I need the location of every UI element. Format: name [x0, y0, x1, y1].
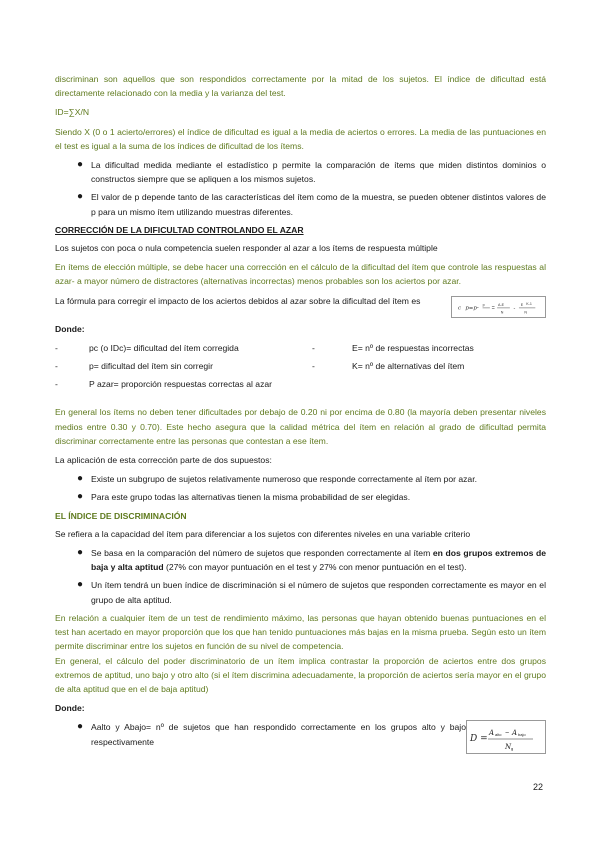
paragraph-formula-intro: La fórmula para corregir el impacto de los aciertos debidos al azar sobre la dificultad del ítem es: [55, 295, 421, 306]
svg-text:N: N: [505, 743, 512, 752]
section-heading-discriminacion: EL ÍNDICE DE DISCRIMINACIÓN: [55, 510, 187, 521]
def-dash: -: [55, 342, 58, 353]
definitions-grid: [55, 341, 546, 396]
formula-discrimination-svg: [467, 721, 547, 755]
paragraph-general-items: En general los ítems no deben tener dificultades por debajo de 0.20 ni por encima de 0.80 (la mayoría deben presentar niveles medios entre 0.30 y 0.70). Este hecho asegura que la calidad métrica del ítem en relación al grado de dificultad permita discriminar correctamente entre las personas que contestan a ese ítem.: [55, 407, 546, 446]
list-item: ● La dificultad medida mediante el estadístico p permite la comparación de ítems que miden distintos dominios o constructos siempre que se apliquen a los mismos sujetos.: [77, 159, 546, 185]
document-page: [55, 72, 546, 761]
svg-text:g: g: [511, 746, 514, 752]
bullet-icon: ●: [77, 721, 84, 733]
def-text: pc (o IDc)= dificultad del ítem corregida: [89, 342, 239, 353]
paragraph-aplicacion: La aplicación de esta corrección parte de dos supuestos:: [55, 455, 272, 466]
list-item: ● El valor de p depende tanto de las características del ítem como de la muestra, se pueden obtener distintos valores de p para un mismo ítem utilizando muestras diferentes.: [77, 191, 546, 217]
formula-discrimination-image: [466, 720, 546, 754]
list-item: ● Aalto y Abajo= nº de sujetos que han respondido correctamente en los grupos alto y bajo respectivamente: [77, 721, 466, 747]
bullet-icon: ●: [77, 547, 84, 559]
svg-text:alto: alto: [495, 732, 502, 738]
svg-text:K-1: K-1: [526, 301, 532, 306]
formula-correction-svg: [452, 297, 545, 317]
formula-id-text: ID=∑X/N: [55, 107, 90, 118]
paragraph-sujetos: Los sujetos con poca o nula competencia suelen responder al azar a los ítems de respuesta múltiple: [55, 243, 438, 254]
paragraph-eleccion-multiple: En ítems de elección múltiple, se debe hacer una corrección en el cálculo de la dificultad del ítem que controle las respuestas al azar- a mayor número de distractores (alternativas incorrectas) menos probables son los aciertos por azar.: [55, 262, 546, 287]
svg-text:=: =: [491, 305, 495, 312]
list-item: ● Para este grupo todas las alternativas tienen la misma probabilidad de ser elegidas.: [77, 490, 546, 504]
svg-text:A: A: [489, 729, 495, 738]
bullet-icon: ●: [77, 579, 84, 591]
def-text: K= nº de alternativas del ítem: [352, 361, 465, 372]
paragraph-calculo: En general, el cálculo del poder discriminatorio de un ítem implica contrastar la proporción de aciertos entre dos grupos extremos de aptitud, uno bajo y otro alto (si el ítem discrimina adecuadamente, la proporción de aciertos sería mayor en el grupo de alta aptitud que en el de baja aptitud): [55, 655, 546, 694]
svg-text:p: p: [482, 302, 485, 307]
bullet-list-aalto: [77, 720, 466, 752]
bullet-list-discriminacion: [77, 546, 546, 607]
svg-text:N: N: [524, 310, 528, 315]
def-text: [352, 377, 542, 391]
donde-label-1: Donde:: [55, 323, 85, 334]
bullet-icon: ●: [77, 191, 84, 203]
bullet-icon: ●: [77, 473, 84, 485]
def-text: E= nº de respuestas incorrectas: [352, 342, 474, 353]
svg-text:−: −: [505, 730, 510, 738]
bullet-list-dificultad: [77, 158, 546, 219]
svg-text:E: E: [520, 302, 524, 307]
bullet-list-supuestos: [77, 472, 546, 504]
def-dash: [312, 377, 352, 391]
bullet-icon: ●: [77, 159, 84, 171]
svg-text:c: c: [458, 305, 462, 312]
def-text: P azar= proporción respuestas correctas al azar: [89, 379, 273, 390]
svg-text:-: -: [513, 305, 516, 312]
paragraph-rendimiento: En relación a cualquier ítem de un test de rendimiento máximo, las personas que hayan obtenido buenas puntuaciones en el test han acertado en mayor proporción que los que han tenido puntuaciones más bajas en la misma prueba. Según esto un ítem permite discriminar entre los sujetos en función de su nivel de competencia.: [55, 612, 546, 652]
svg-text:N: N: [500, 310, 504, 315]
paragraph-siendo: Siendo X (0 o 1 acierto/errores) el índice de dificultad es igual a la media de aciertos o errores. La media de las puntuaciones en el test es igual a la suma de los índices de dificultad de los ítems.: [55, 126, 546, 151]
def-dash: -: [55, 379, 58, 390]
svg-text:A-E: A-E: [498, 302, 505, 307]
paragraph-intro: discriminan son aquellos que son respondidos correctamente por la mitad de los sujetos. El índice de dificultad está directamente relacionado con la media y la varianza del test.: [55, 74, 546, 99]
formula-row-2: [55, 720, 546, 756]
formula-row: [55, 294, 546, 318]
def-dash: -: [55, 361, 58, 372]
def-text: p= dificultad del ítem sin corregir: [89, 361, 213, 372]
formula-correction-image: [451, 296, 546, 318]
svg-text:A: A: [512, 729, 518, 738]
list-item: ● Un ítem tendrá un buen índice de discriminación si el número de sujetos que responden correctamente es mayor en el grupo de alta aptitud.: [77, 579, 546, 605]
svg-text:bajo: bajo: [518, 732, 526, 738]
bullet-icon: ●: [77, 491, 84, 503]
list-item: ● Se basa en la comparación del número de sujetos que responden correctamente al ítem en dos grupos extremos de baja y alta aptitud (27% con mayor puntuación en el test y 27% con menor puntuación en el test).: [77, 547, 546, 573]
paragraph-refiere: Se refiera a la capacidad del ítem para diferenciar a los sujetos con diferentes niveles en una variable criterio: [55, 528, 471, 539]
svg-text:p=p-: p=p-: [465, 305, 479, 312]
svg-text:D =: D =: [470, 734, 488, 745]
section-heading-correccion: CORRECCIÓN DE LA DIFICULTAD CONTROLANDO EL AZAR: [55, 224, 304, 235]
page-number: 22: [533, 782, 544, 792]
def-dash: -: [312, 361, 315, 372]
def-dash: -: [312, 342, 315, 353]
donde-label-2: Donde:: [55, 703, 85, 714]
list-item: ● Existe un subgrupo de sujetos relativamente numeroso que responde correctamente al ítem por azar.: [77, 472, 546, 486]
